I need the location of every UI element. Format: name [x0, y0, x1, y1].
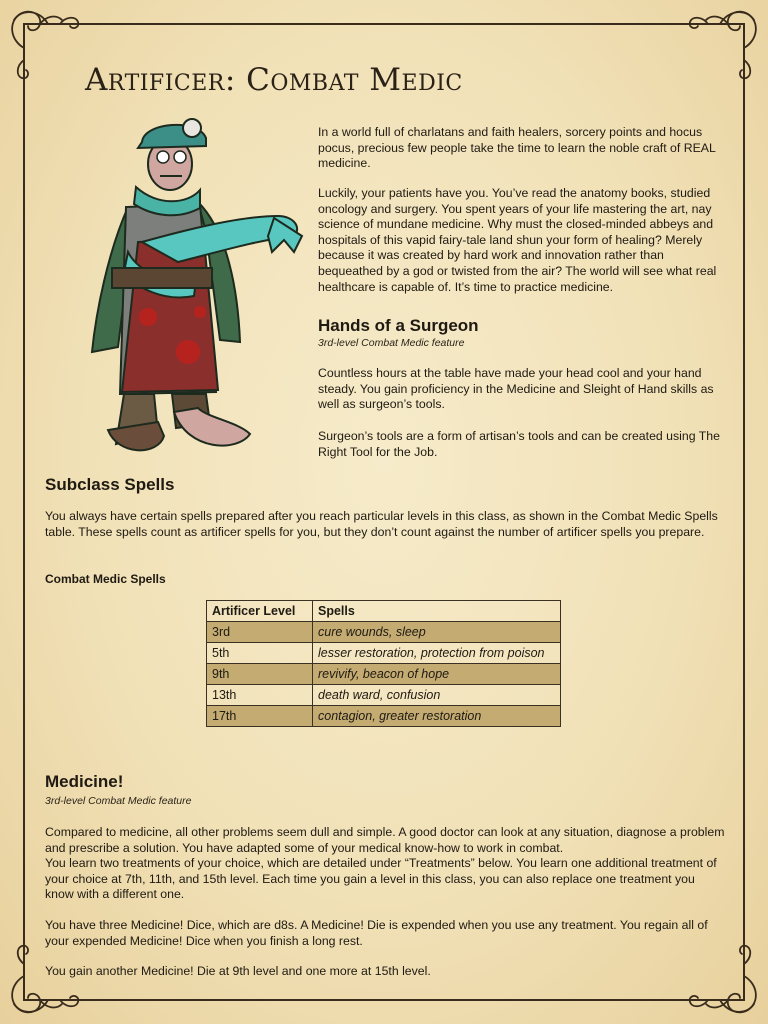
section-heading-medicine: Medicine! [45, 772, 124, 791]
page-title: Artificer: Combat Medic [85, 62, 463, 98]
table-header-cell: Artificer Level [207, 601, 313, 622]
feature-subtitle: 3rd-level Combat Medic feature [318, 337, 465, 349]
table-cell-level: 13th [207, 685, 313, 706]
table-cell-spells: death ward, confusion [313, 685, 561, 706]
table-cell-level: 3rd [207, 622, 313, 643]
feature-subtitle: 3rd-level Combat Medic feature [45, 795, 192, 807]
intro-paragraph: In a world full of charlatans and faith healers, sorcery points and hocus pocus, precious few people take the time to learn the noble craft of REAL medicine. [318, 125, 716, 171]
table-row [207, 643, 561, 664]
combat-medic-spells-table [206, 600, 561, 727]
table-row [207, 706, 561, 727]
combat-medic-illustration [88, 112, 310, 462]
table-cell-spells: lesser restoration, protection from poison [313, 643, 561, 664]
body-paragraph: Countless hours at the table have made your head cool and your hand steady. You gain proficiency in the Medicine and Sleight of Hand skills as well as surgeon’s tools. [318, 366, 714, 412]
body-paragraph: You always have certain spells prepared after you reach particular levels in this class, as shown in the Combat Medic Spells table. These spells count as artificer spells for you, but they don’t count against the number of artificer spells you prepare. [45, 509, 718, 539]
section-heading-subclass-spells: Subclass Spells [45, 475, 175, 494]
body-paragraph: You gain another Medicine! Die at 9th level and one more at 15th level. [45, 964, 431, 978]
corner-flourish-icon [12, 12, 78, 79]
table-row [207, 685, 561, 706]
body-paragraph: Surgeon’s tools are a form of artisan’s tools and can be created using The Right Tool for the Job. [318, 429, 720, 459]
body-paragraph: You learn two treatments of your choice, which are detailed under “Treatments” below. You learn one additional treatment of your choice at 7th, 11th, and 15th level. Each time you gain a level in this class, you can also replace one treatment you know with a different one. [45, 856, 717, 902]
table-row [207, 664, 561, 685]
body-paragraph: You have three Medicine! Dice, which are d8s. A Medicine! Die is expended when you use any treatment. You regain all of your expended Medicine! Dice when you finish a long rest. [45, 918, 708, 948]
table-cell-level: 5th [207, 643, 313, 664]
intro-paragraph: Luckily, your patients have you. You’ve read the anatomy books, studied oncology and surgery. You spent years of your life mastering the art, nay science of mundane medicine. Why must the closed-minded abbeys and hospitals of this vapid fairy-tale land shun your form of healing? Merely because it was created by hard work and innovation rather than bequeathed by a god or twisted from the air? The world will see what real healthcare is capable of. It’s time to practice medicine. [318, 186, 717, 294]
table-header-cell: Spells [313, 601, 561, 622]
table-cell-spells: contagion, greater restoration [313, 706, 561, 727]
corner-flourish-icon [690, 12, 756, 79]
table-cell-level: 9th [207, 664, 313, 685]
table-cell-level: 17th [207, 706, 313, 727]
table-header-row [207, 601, 561, 622]
table-row [207, 622, 561, 643]
table-title: Combat Medic Spells [45, 572, 166, 586]
section-heading-hands-of-a-surgeon: Hands of a Surgeon [318, 316, 479, 335]
body-paragraph: Compared to medicine, all other problems seem dull and simple. A good doctor can look at any situation, diagnose a problem and prescribe a solution. You have adapted some of your medical know-how to work in combat. [45, 825, 725, 855]
table-cell-spells: revivify, beacon of hope [313, 664, 561, 685]
table-cell-spells: cure wounds, sleep [313, 622, 561, 643]
